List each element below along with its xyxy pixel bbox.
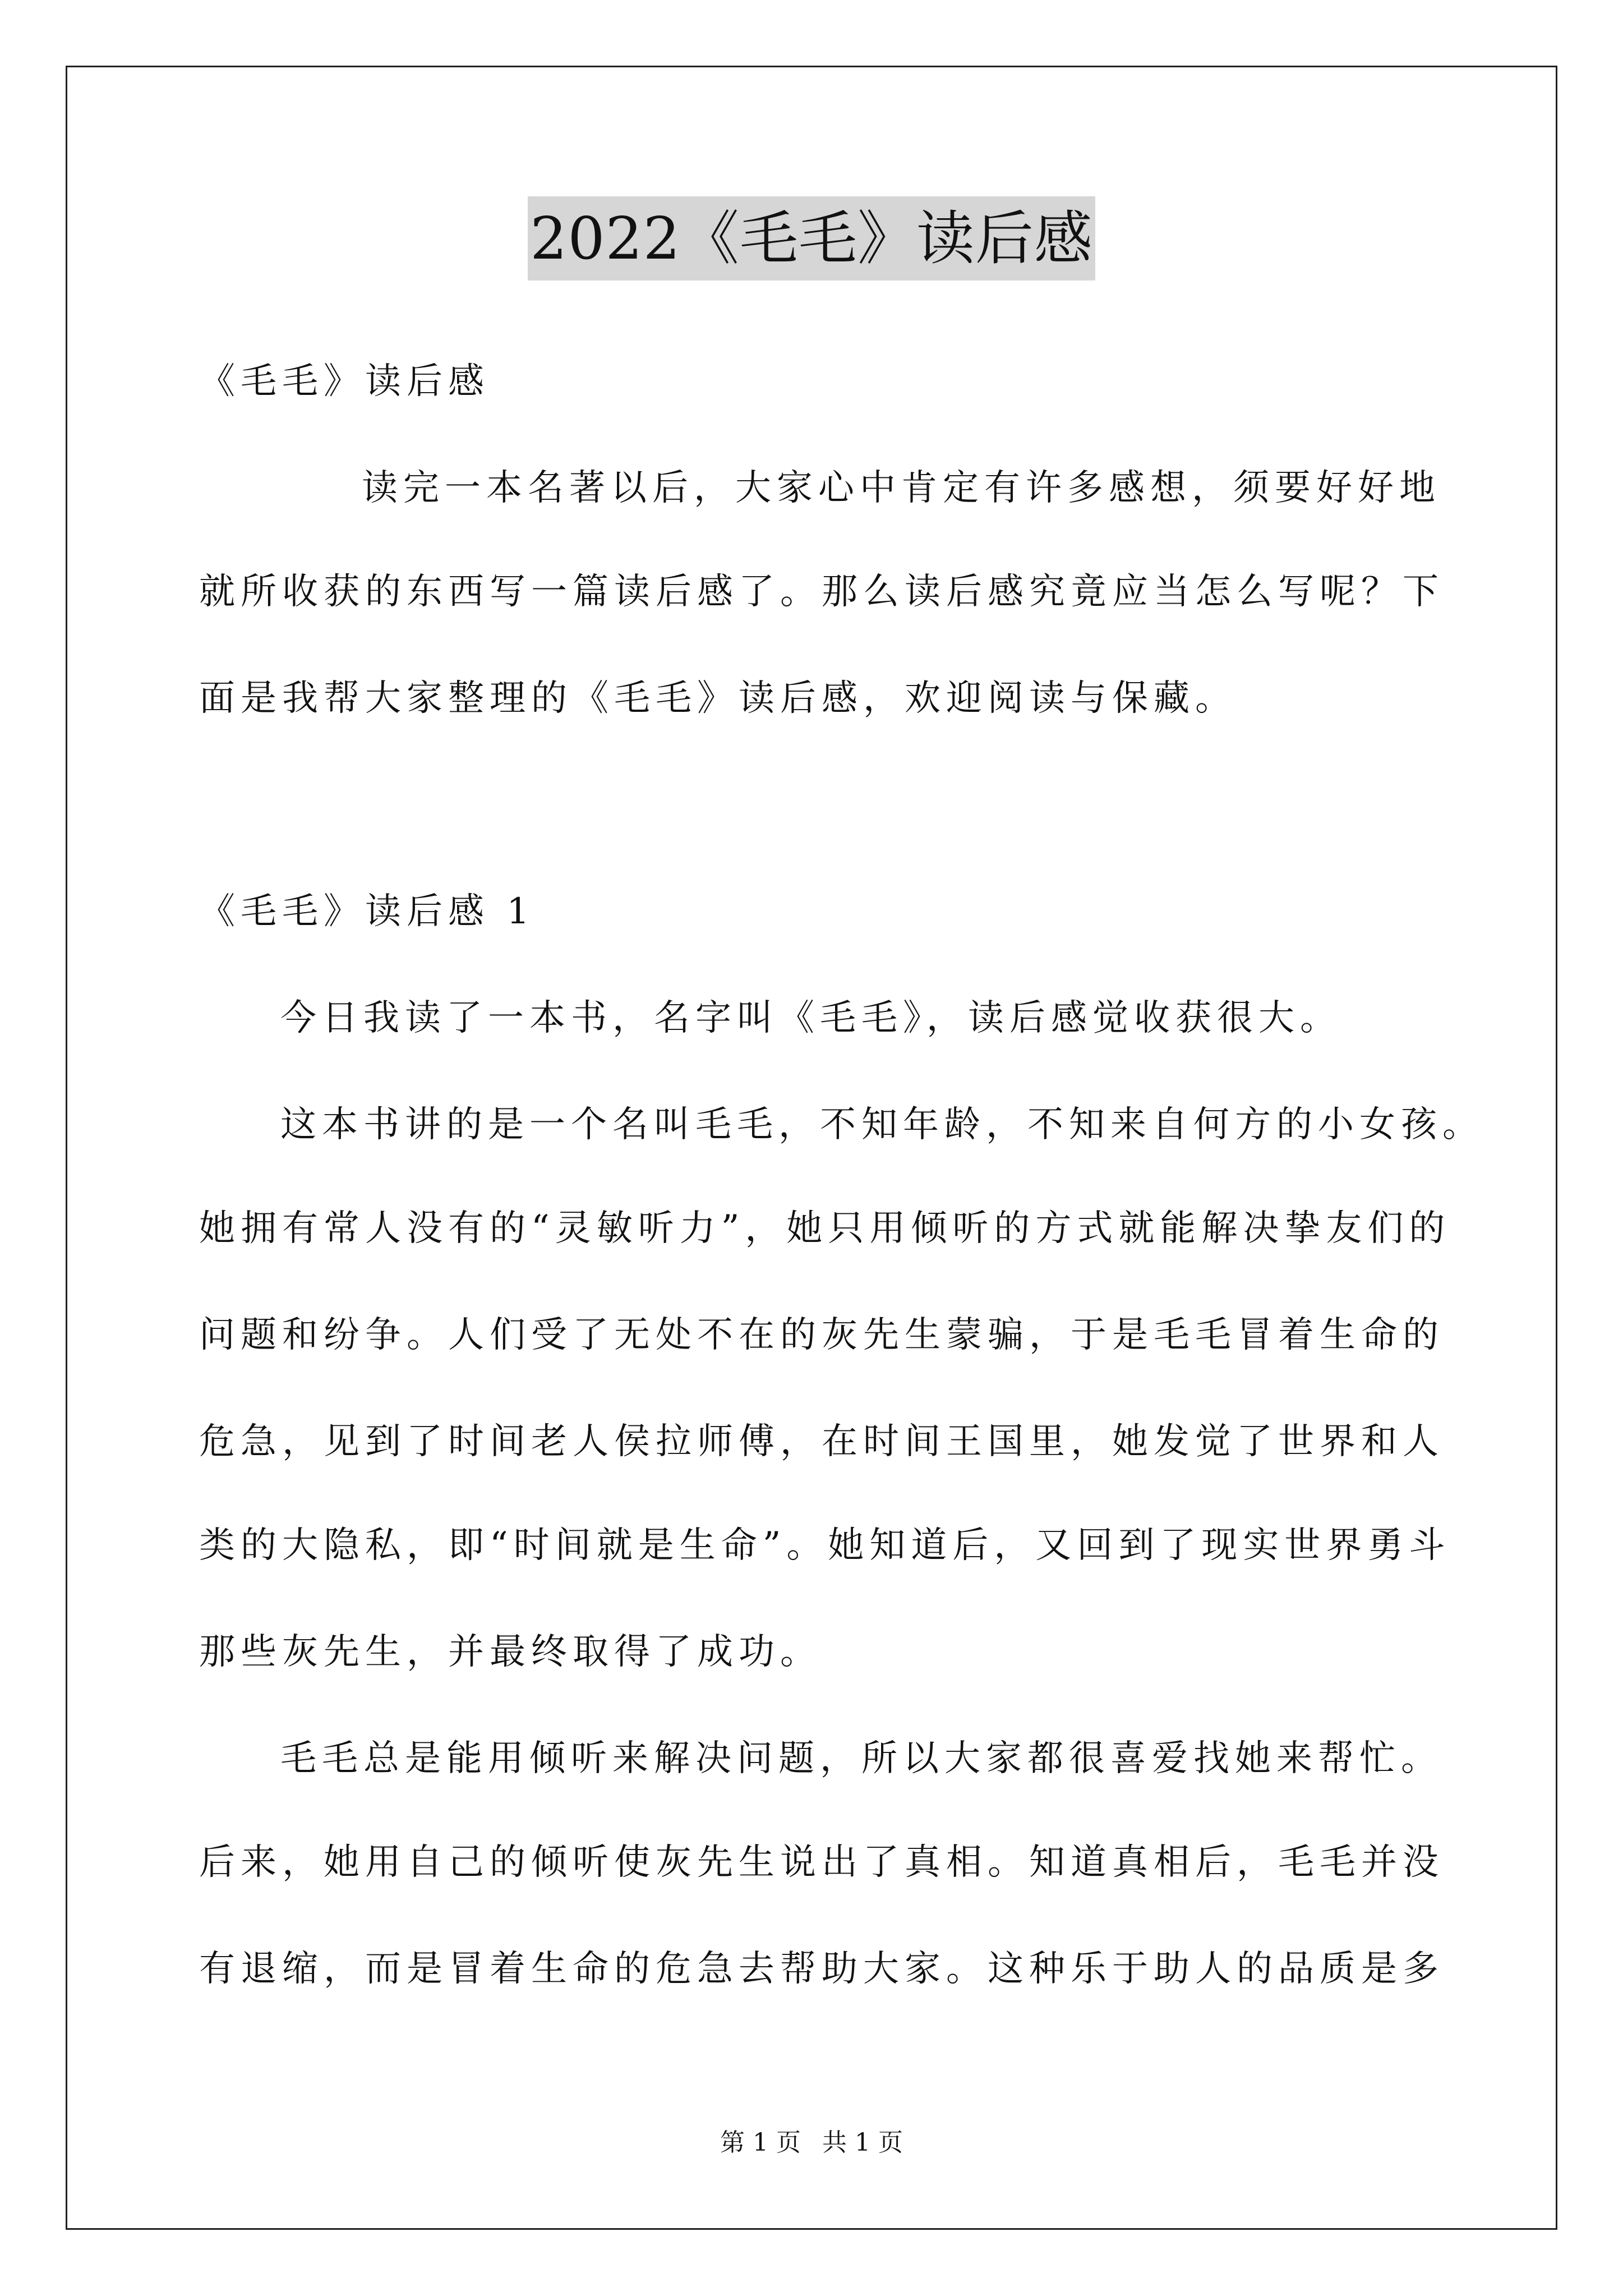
section-heading: 《毛毛》读后感: [199, 361, 490, 402]
paragraph-line: 后来，她用自己的倾听使灰先生说出了真相。知道真相后，毛毛并没: [199, 1842, 1444, 1883]
page-number: 第 1 页: [720, 2128, 801, 2157]
paragraph-line: 那些灰先生，并最终取得了成功。: [199, 1631, 822, 1673]
paragraph-line: 有退缩，而是冒着生命的危急去帮助大家。这种乐于助人的品质是多: [199, 1948, 1444, 1990]
paragraph-line: 就所收获的东西写一篇读后感了。那么读后感究竟应当怎么写呢？下: [199, 571, 1444, 613]
page-footer: [0, 2126, 1623, 2160]
page-count: 共 1 页: [822, 2128, 903, 2157]
paragraph-line: 读完一本名著以后，大家心中肯定有许多感想，须要好好地: [362, 467, 1441, 509]
document-title: 2022《毛毛》读后感: [528, 196, 1095, 280]
paragraph-line: 危急，见到了时间老人侯拉师傅，在时间王国里，她发觉了世界和人: [199, 1421, 1444, 1462]
section-heading: 《毛毛》读后感 1: [199, 891, 536, 932]
paragraph-line: 面是我帮大家整理的《毛毛》读后感，欢迎阅读与保藏。: [199, 678, 1237, 719]
paragraph-line: 毛毛总是能用倾听来解决问题，所以大家都很喜爱找她来帮忙。: [280, 1738, 1442, 1779]
paragraph-line: 她拥有常人没有的“灵敏听力”，她只用倾听的方式就能解决挚友们的: [199, 1208, 1451, 1249]
paragraph-line: 今日我读了一本书，名字叫《毛毛》，读后感觉收获很大。: [280, 997, 1341, 1039]
paragraph-line: 类的大隐私，即“时间就是生命”。她知道后，又回到了现实世界勇斗: [199, 1525, 1451, 1566]
title-container: [0, 196, 1623, 280]
paragraph-line: 问题和纷争。人们受了无处不在的灰先生蒙骗，于是毛毛冒着生命的: [199, 1314, 1444, 1356]
paragraph-line: 这本书讲的是一个名叫毛毛，不知年龄，不知来自何方的小女孩。: [280, 1104, 1484, 1145]
